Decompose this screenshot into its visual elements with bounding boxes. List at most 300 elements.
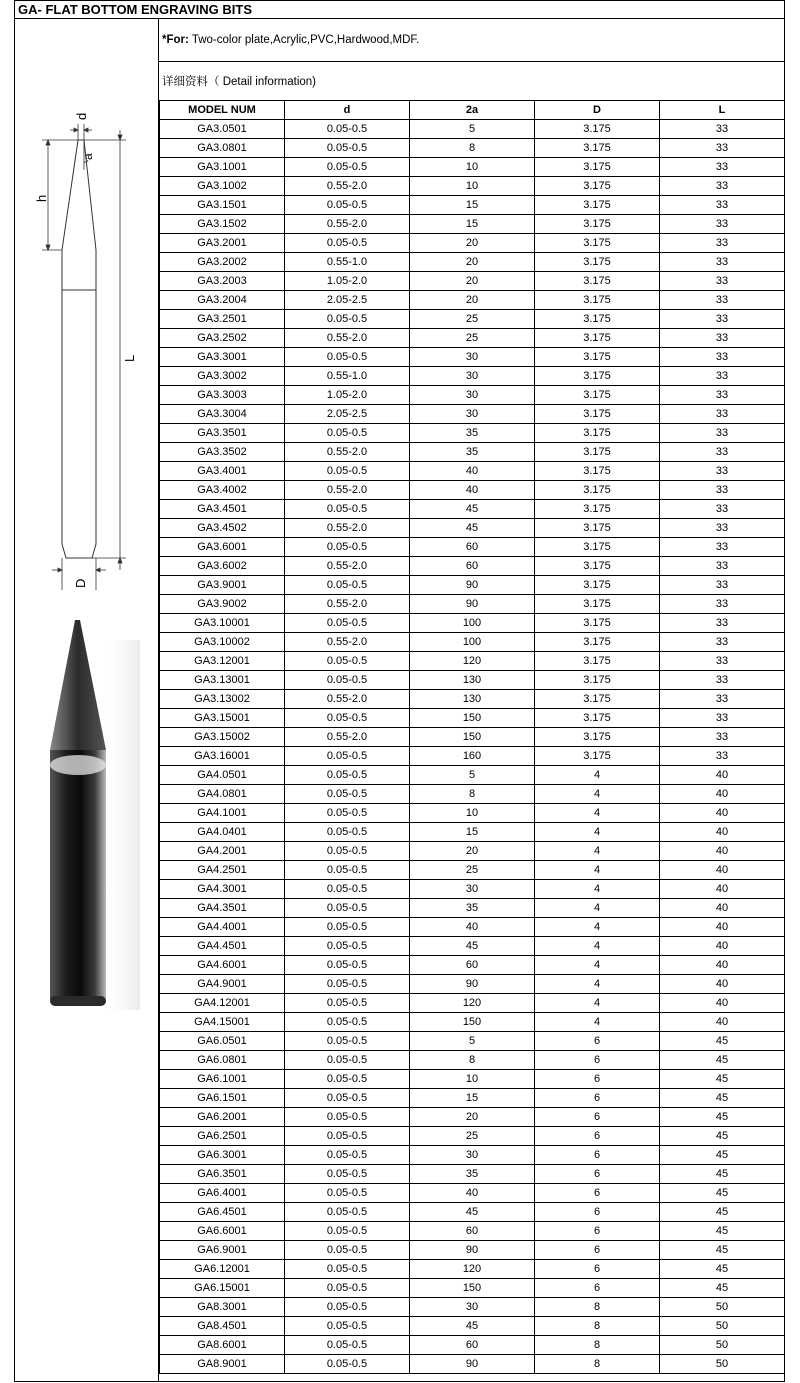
cell-model-num: GA3.1501 <box>160 196 285 215</box>
cell-L: 33 <box>660 519 785 538</box>
cell-2a: 60 <box>410 1222 535 1241</box>
table-row <box>160 139 785 158</box>
cell-L: 40 <box>660 918 785 937</box>
cell-d: 0.05-0.5 <box>285 747 410 766</box>
cell-d: 0.05-0.5 <box>285 424 410 443</box>
cell-2a: 20 <box>410 234 535 253</box>
table-row <box>160 1203 785 1222</box>
table-row <box>160 1108 785 1127</box>
cell-L: 40 <box>660 1013 785 1032</box>
cell-2a: 10 <box>410 158 535 177</box>
cell-D: 4 <box>535 975 660 994</box>
cell-L: 40 <box>660 842 785 861</box>
table-row <box>160 500 785 519</box>
cell-model-num: GA6.3501 <box>160 1165 285 1184</box>
cell-L: 33 <box>660 196 785 215</box>
table-row <box>160 443 785 462</box>
cell-L: 40 <box>660 975 785 994</box>
cell-model-num: GA6.12001 <box>160 1260 285 1279</box>
cell-d: 0.05-0.5 <box>285 709 410 728</box>
cell-d: 0.05-0.5 <box>285 1070 410 1089</box>
cell-d: 0.55-2.0 <box>285 595 410 614</box>
cell-2a: 25 <box>410 861 535 880</box>
table-row <box>160 728 785 747</box>
cell-model-num: GA3.3003 <box>160 386 285 405</box>
cell-2a: 5 <box>410 766 535 785</box>
cell-model-num: GA3.9001 <box>160 576 285 595</box>
cell-D: 8 <box>535 1355 660 1374</box>
table-row <box>160 196 785 215</box>
cell-D: 3.175 <box>535 500 660 519</box>
cell-model-num: GA4.15001 <box>160 1013 285 1032</box>
table-row <box>160 519 785 538</box>
cell-model-num: GA3.3501 <box>160 424 285 443</box>
for-materials: Two-color plate,Acrylic,PVC,Hardwood,MDF. <box>191 34 420 46</box>
cell-2a: 160 <box>410 747 535 766</box>
cell-d: 0.55-2.0 <box>285 443 410 462</box>
cell-D: 3.175 <box>535 652 660 671</box>
cell-d: 0.05-0.5 <box>285 1184 410 1203</box>
cell-2a: 45 <box>410 1317 535 1336</box>
table-row <box>160 1184 785 1203</box>
cell-d: 0.05-0.5 <box>285 1260 410 1279</box>
cell-D: 3.175 <box>535 177 660 196</box>
cell-model-num: GA3.2502 <box>160 329 285 348</box>
cell-L: 50 <box>660 1355 785 1374</box>
cell-d: 0.05-0.5 <box>285 918 410 937</box>
cell-d: 0.05-0.5 <box>285 310 410 329</box>
cell-L: 45 <box>660 1051 785 1070</box>
cell-L: 45 <box>660 1260 785 1279</box>
table-row <box>160 766 785 785</box>
header-model-num: MODEL NUM <box>160 101 285 120</box>
cell-model-num: GA3.12001 <box>160 652 285 671</box>
cell-model-num: GA4.3001 <box>160 880 285 899</box>
cell-d: 0.05-0.5 <box>285 937 410 956</box>
cell-D: 6 <box>535 1279 660 1298</box>
cell-2a: 60 <box>410 956 535 975</box>
cell-D: 3.175 <box>535 538 660 557</box>
cell-2a: 20 <box>410 291 535 310</box>
cell-D: 3.175 <box>535 633 660 652</box>
table-row <box>160 1165 785 1184</box>
cell-D: 3.175 <box>535 291 660 310</box>
cell-model-num: GA8.9001 <box>160 1355 285 1374</box>
cell-model-num: GA3.15001 <box>160 709 285 728</box>
cell-L: 33 <box>660 386 785 405</box>
table-row <box>160 272 785 291</box>
cell-L: 33 <box>660 462 785 481</box>
cell-L: 33 <box>660 310 785 329</box>
cell-D: 3.175 <box>535 272 660 291</box>
cell-L: 45 <box>660 1089 785 1108</box>
cell-2a: 45 <box>410 500 535 519</box>
cell-d: 0.55-1.0 <box>285 253 410 272</box>
table-row <box>160 861 785 880</box>
table-row <box>160 557 785 576</box>
cell-D: 4 <box>535 785 660 804</box>
cell-d: 0.05-0.5 <box>285 1355 410 1374</box>
cell-D: 3.175 <box>535 690 660 709</box>
cell-D: 3.175 <box>535 595 660 614</box>
table-row <box>160 1127 785 1146</box>
cell-2a: 10 <box>410 804 535 823</box>
cell-2a: 100 <box>410 614 535 633</box>
cell-2a: 40 <box>410 462 535 481</box>
cell-model-num: GA8.3001 <box>160 1298 285 1317</box>
cell-L: 45 <box>660 1146 785 1165</box>
cell-d: 0.55-2.0 <box>285 177 410 196</box>
cell-d: 0.05-0.5 <box>285 158 410 177</box>
cell-2a: 60 <box>410 557 535 576</box>
cell-L: 50 <box>660 1336 785 1355</box>
cell-2a: 30 <box>410 880 535 899</box>
cell-d: 2.05-2.5 <box>285 405 410 424</box>
cell-L: 45 <box>660 1108 785 1127</box>
cell-2a: 15 <box>410 823 535 842</box>
cell-L: 33 <box>660 576 785 595</box>
bit-outline <box>62 140 96 558</box>
cell-d: 0.05-0.5 <box>285 1108 410 1127</box>
cell-d: 0.05-0.5 <box>285 1241 410 1260</box>
table-row <box>160 424 785 443</box>
cell-D: 3.175 <box>535 253 660 272</box>
cell-d: 0.05-0.5 <box>285 1279 410 1298</box>
cell-D: 4 <box>535 880 660 899</box>
table-row <box>160 823 785 842</box>
cell-D: 3.175 <box>535 671 660 690</box>
cell-d: 0.55-2.0 <box>285 557 410 576</box>
cell-2a: 45 <box>410 937 535 956</box>
cell-model-num: GA4.2501 <box>160 861 285 880</box>
cell-L: 33 <box>660 709 785 728</box>
cell-model-num: GA8.6001 <box>160 1336 285 1355</box>
table-row <box>160 747 785 766</box>
cell-D: 3.175 <box>535 329 660 348</box>
cell-L: 45 <box>660 1241 785 1260</box>
cell-D: 3.175 <box>535 728 660 747</box>
cell-model-num: GA3.6001 <box>160 538 285 557</box>
cell-L: 33 <box>660 367 785 386</box>
table-row <box>160 1089 785 1108</box>
cell-2a: 90 <box>410 595 535 614</box>
table-row <box>160 614 785 633</box>
cell-model-num: GA4.12001 <box>160 994 285 1013</box>
cell-D: 4 <box>535 956 660 975</box>
cell-model-num: GA3.10001 <box>160 614 285 633</box>
table-row <box>160 1317 785 1336</box>
cell-model-num: GA3.4002 <box>160 481 285 500</box>
table-row <box>160 1032 785 1051</box>
table-row <box>160 671 785 690</box>
cell-L: 50 <box>660 1317 785 1336</box>
cell-model-num: GA6.2001 <box>160 1108 285 1127</box>
cell-L: 33 <box>660 633 785 652</box>
cell-D: 4 <box>535 804 660 823</box>
cell-D: 3.175 <box>535 576 660 595</box>
cell-2a: 20 <box>410 842 535 861</box>
cell-d: 0.05-0.5 <box>285 671 410 690</box>
cell-D: 3.175 <box>535 386 660 405</box>
table-row <box>160 709 785 728</box>
label-a: a <box>81 153 95 160</box>
cell-D: 3.175 <box>535 614 660 633</box>
table-row <box>160 842 785 861</box>
table-row <box>160 120 785 139</box>
d-dimension <box>70 124 92 140</box>
cell-d: 0.55-1.0 <box>285 367 410 386</box>
cell-model-num: GA3.2002 <box>160 253 285 272</box>
cell-d: 0.05-0.5 <box>285 766 410 785</box>
label-D: D <box>73 578 88 588</box>
cell-L: 40 <box>660 766 785 785</box>
cell-model-num: GA3.1502 <box>160 215 285 234</box>
cell-D: 3.175 <box>535 747 660 766</box>
cell-model-num: GA3.0501 <box>160 120 285 139</box>
table-row <box>160 1013 785 1032</box>
cell-D: 6 <box>535 1089 660 1108</box>
cell-L: 40 <box>660 785 785 804</box>
table-row <box>160 1336 785 1355</box>
table-row <box>160 785 785 804</box>
cell-2a: 35 <box>410 424 535 443</box>
cell-model-num: GA4.2001 <box>160 842 285 861</box>
cell-d: 0.05-0.5 <box>285 956 410 975</box>
cell-model-num: GA3.15002 <box>160 728 285 747</box>
cell-2a: 5 <box>410 120 535 139</box>
cell-D: 4 <box>535 842 660 861</box>
header-2a: 2a <box>410 101 535 120</box>
table-row <box>160 348 785 367</box>
cell-model-num: GA4.6001 <box>160 956 285 975</box>
cell-2a: 30 <box>410 1146 535 1165</box>
cell-d: 2.05-2.5 <box>285 291 410 310</box>
table-row <box>160 177 785 196</box>
cell-model-num: GA4.0501 <box>160 766 285 785</box>
cell-L: 50 <box>660 1298 785 1317</box>
cell-model-num: GA3.6002 <box>160 557 285 576</box>
cell-D: 4 <box>535 823 660 842</box>
cell-L: 33 <box>660 728 785 747</box>
table-row <box>160 253 785 272</box>
cell-d: 0.05-0.5 <box>285 538 410 557</box>
table-row <box>160 804 785 823</box>
cell-d: 0.05-0.5 <box>285 1146 410 1165</box>
cell-2a: 25 <box>410 329 535 348</box>
label-h: h <box>34 194 49 202</box>
bit-dimension-diagram <box>30 100 150 600</box>
cell-D: 6 <box>535 1032 660 1051</box>
table-row <box>160 1260 785 1279</box>
cell-2a: 40 <box>410 918 535 937</box>
bit-shank <box>50 750 106 1000</box>
cell-d: 0.05-0.5 <box>285 1032 410 1051</box>
cell-d: 0.05-0.5 <box>285 823 410 842</box>
cell-d: 0.05-0.5 <box>285 975 410 994</box>
cell-2a: 30 <box>410 367 535 386</box>
table-row <box>160 918 785 937</box>
cell-d: 0.05-0.5 <box>285 1298 410 1317</box>
cell-model-num: GA4.0801 <box>160 785 285 804</box>
table-header-row <box>160 101 785 120</box>
cell-model-num: GA3.4502 <box>160 519 285 538</box>
cell-D: 3.175 <box>535 215 660 234</box>
page-title: GA- FLAT BOTTOM ENGRAVING BITS <box>14 0 785 19</box>
specification-table <box>159 100 785 1374</box>
cell-2a: 60 <box>410 538 535 557</box>
cell-model-num: GA6.1501 <box>160 1089 285 1108</box>
cell-D: 4 <box>535 994 660 1013</box>
cell-L: 33 <box>660 158 785 177</box>
outer-border-bottom <box>14 1381 785 1382</box>
cell-d: 0.05-0.5 <box>285 804 410 823</box>
cell-model-num: GA6.0801 <box>160 1051 285 1070</box>
cell-model-num: GA6.6001 <box>160 1222 285 1241</box>
cell-model-num: GA6.4501 <box>160 1203 285 1222</box>
cell-L: 40 <box>660 823 785 842</box>
cell-d: 0.55-2.0 <box>285 519 410 538</box>
cell-L: 33 <box>660 557 785 576</box>
cell-2a: 40 <box>410 1184 535 1203</box>
label-L: L <box>122 354 137 362</box>
for-label: *For: <box>162 34 189 46</box>
cell-model-num: GA4.3501 <box>160 899 285 918</box>
cell-D: 3.175 <box>535 234 660 253</box>
cell-2a: 15 <box>410 215 535 234</box>
cell-model-num: GA3.3002 <box>160 367 285 386</box>
cell-model-num: GA6.9001 <box>160 1241 285 1260</box>
cell-model-num: GA3.4501 <box>160 500 285 519</box>
cell-L: 33 <box>660 538 785 557</box>
cell-2a: 20 <box>410 253 535 272</box>
cell-d: 0.05-0.5 <box>285 614 410 633</box>
cell-d: 0.05-0.5 <box>285 1051 410 1070</box>
cell-2a: 120 <box>410 994 535 1013</box>
cell-D: 8 <box>535 1298 660 1317</box>
cell-L: 33 <box>660 652 785 671</box>
cell-d: 0.05-0.5 <box>285 652 410 671</box>
cell-L: 33 <box>660 139 785 158</box>
cell-2a: 35 <box>410 1165 535 1184</box>
table-row <box>160 1298 785 1317</box>
cell-model-num: GA4.4001 <box>160 918 285 937</box>
cell-L: 40 <box>660 899 785 918</box>
cell-d: 0.05-0.5 <box>285 139 410 158</box>
cell-L: 33 <box>660 405 785 424</box>
cell-L: 33 <box>660 272 785 291</box>
table-row <box>160 1070 785 1089</box>
cell-2a: 15 <box>410 196 535 215</box>
table-row <box>160 1241 785 1260</box>
cell-2a: 10 <box>410 177 535 196</box>
cell-D: 3.175 <box>535 367 660 386</box>
table-row <box>160 462 785 481</box>
cell-d: 0.05-0.5 <box>285 1203 410 1222</box>
cell-D: 6 <box>535 1146 660 1165</box>
cell-L: 33 <box>660 120 785 139</box>
cell-D: 6 <box>535 1070 660 1089</box>
cell-D: 6 <box>535 1051 660 1070</box>
table-row <box>160 329 785 348</box>
cell-L: 45 <box>660 1127 785 1146</box>
cell-model-num: GA3.2003 <box>160 272 285 291</box>
cell-model-num: GA3.10002 <box>160 633 285 652</box>
cell-model-num: GA3.1002 <box>160 177 285 196</box>
cell-2a: 100 <box>410 633 535 652</box>
table-row <box>160 975 785 994</box>
cell-L: 45 <box>660 1032 785 1051</box>
cell-D: 3.175 <box>535 405 660 424</box>
cell-model-num: GA3.4001 <box>160 462 285 481</box>
cell-2a: 8 <box>410 1051 535 1070</box>
cell-model-num: GA3.3502 <box>160 443 285 462</box>
cell-D: 4 <box>535 937 660 956</box>
cell-model-num: GA8.4501 <box>160 1317 285 1336</box>
cell-L: 45 <box>660 1222 785 1241</box>
cell-D: 6 <box>535 1203 660 1222</box>
header-d: d <box>285 101 410 120</box>
cell-D: 3.175 <box>535 120 660 139</box>
table-row <box>160 405 785 424</box>
table-row <box>160 690 785 709</box>
cell-L: 33 <box>660 747 785 766</box>
cell-d: 0.05-0.5 <box>285 576 410 595</box>
cell-2a: 90 <box>410 975 535 994</box>
cell-D: 4 <box>535 1013 660 1032</box>
cell-d: 0.05-0.5 <box>285 861 410 880</box>
cell-d: 0.05-0.5 <box>285 196 410 215</box>
cell-L: 33 <box>660 329 785 348</box>
usage-row <box>159 19 784 62</box>
cell-D: 6 <box>535 1127 660 1146</box>
cell-2a: 45 <box>410 519 535 538</box>
cell-model-num: GA3.1001 <box>160 158 285 177</box>
cell-L: 33 <box>660 690 785 709</box>
cell-L: 33 <box>660 481 785 500</box>
cell-model-num: GA4.4501 <box>160 937 285 956</box>
cell-2a: 120 <box>410 1260 535 1279</box>
cell-2a: 30 <box>410 348 535 367</box>
detail-information-label: 详细资料（ Detail information) <box>162 76 317 88</box>
table-row <box>160 291 785 310</box>
cell-D: 3.175 <box>535 158 660 177</box>
cell-2a: 120 <box>410 652 535 671</box>
table-row <box>160 994 785 1013</box>
cell-L: 33 <box>660 671 785 690</box>
cell-d: 1.05-2.0 <box>285 386 410 405</box>
cell-2a: 150 <box>410 1013 535 1032</box>
cell-D: 3.175 <box>535 139 660 158</box>
cell-d: 0.05-0.5 <box>285 1013 410 1032</box>
cell-d: 0.05-0.5 <box>285 234 410 253</box>
cell-d: 0.05-0.5 <box>285 348 410 367</box>
cell-model-num: GA3.0801 <box>160 139 285 158</box>
cell-L: 33 <box>660 234 785 253</box>
cell-L: 40 <box>660 937 785 956</box>
cell-2a: 20 <box>410 272 535 291</box>
table-row <box>160 956 785 975</box>
cell-L: 33 <box>660 424 785 443</box>
cell-D: 3.175 <box>535 424 660 443</box>
cell-d: 0.55-2.0 <box>285 481 410 500</box>
cell-model-num: GA3.9002 <box>160 595 285 614</box>
cell-d: 0.55-2.0 <box>285 690 410 709</box>
cell-model-num: GA6.3001 <box>160 1146 285 1165</box>
cell-L: 33 <box>660 500 785 519</box>
cell-D: 3.175 <box>535 481 660 500</box>
cell-2a: 150 <box>410 709 535 728</box>
label-d: d <box>74 112 89 120</box>
